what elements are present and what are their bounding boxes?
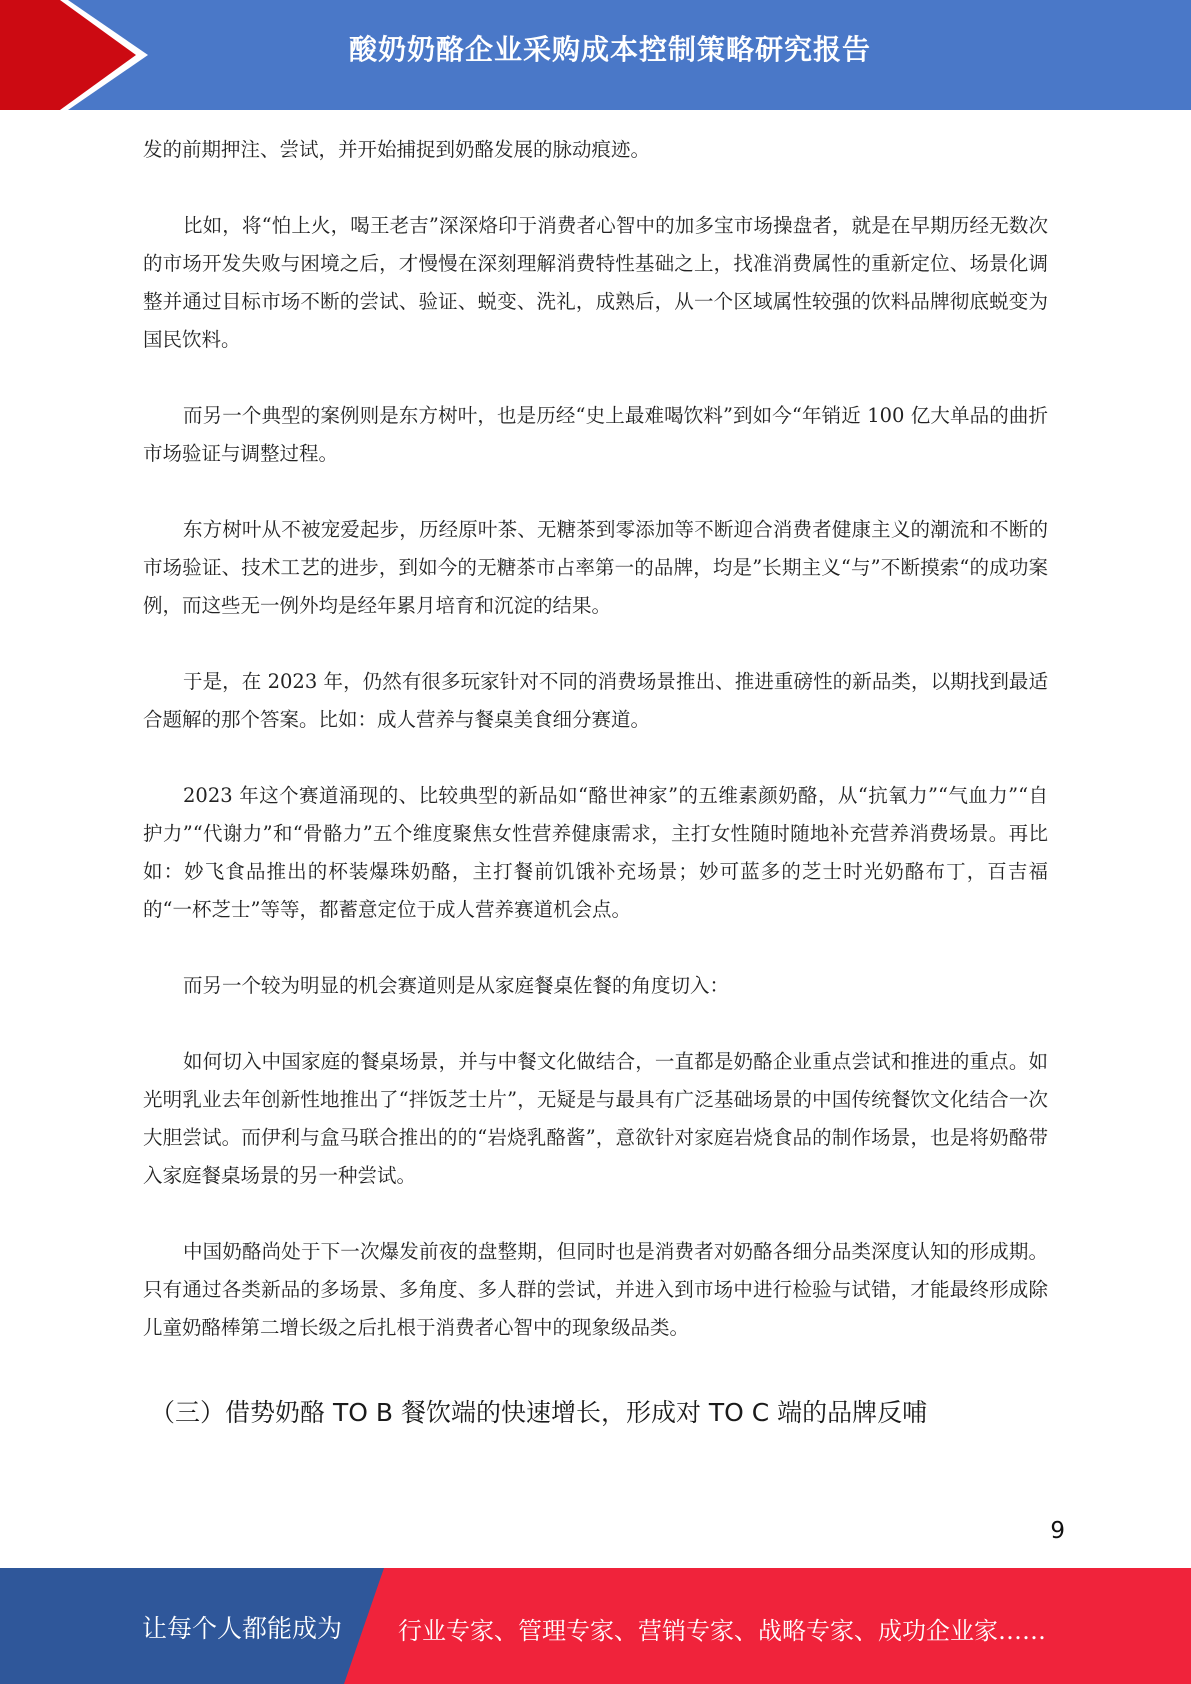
paragraph: 于是，在 2023 年，仍然有很多玩家针对不同的消费场景推出、推进重磅性的新品类，以期找到最适合题解的那个答案。比如：成人营养与餐桌美食细分赛道。 [143, 670, 1048, 731]
report-title: 酸奶奶酪企业采购成本控制策略研究报告 [348, 33, 871, 66]
header-arrow-decoration [0, 0, 150, 110]
paragraph: 如何切入中国家庭的餐桌场景，并与中餐文化做结合，一直都是奶酪企业重点尝试和推进的重点。如光明乳业去年创新性地推出了“拌饭芝士片”，无疑是与最具有广泛基础场景的中国传统餐饮文化结合一次大胆尝试。而伊利与盒马联合推出的的“岩烧乳酪酱”，意欲针对家庭岩烧食品的制作场景，也是将奶酪带入家庭餐桌场景的另一种尝试。 [143, 1050, 1048, 1187]
paragraph: 而另一个较为明显的机会赛道则是从家庭餐桌佐餐的角度切入： [183, 974, 730, 997]
paragraph: 而另一个典型的案例则是东方树叶，也是历经“史上最难喝饮料”到如今“年销近 100 亿大单品的曲折市场验证与调整过程。 [143, 404, 1048, 465]
footer-slogan-left: 让每个人都能成为 [142, 1614, 343, 1643]
body-content [143, 131, 1048, 1385]
header-banner [0, 0, 1191, 110]
paragraph: 2023 年这个赛道涌现的、比较典型的新品如“酪世神家”的五维素颜奶酪，从“抗氧力”“气血力”“自护力”“代谢力”和“骨骼力”五个维度聚焦女性营养健康需求，主打女性随时随地补充营养消费场景。再比如：妙飞食品推出的杯装爆珠奶酪，主打餐前饥饿补充场景；妙可蓝多的芝士时光奶酪布丁，百吉福的“一杯芝士”等等，都蓄意定位于成人营养赛道机会点。 [143, 784, 1048, 921]
section-heading: （三）借势奶酪 TO B 餐饮端的快速增长，形成对 TO C 端的品牌反哺 [150, 1398, 928, 1427]
page-number: 9 [1050, 1518, 1065, 1544]
paragraph: 东方树叶从不被宠爱起步，历经原叶茶、无糖茶到零添加等不断迎合消费者健康主义的潮流和不断的市场验证、技术工艺的进步，到如今的无糖茶市占率第一的品牌，均是”长期主义“与”不断摸索“的成功案例，而这些无一例外均是经年累月培育和沉淀的结果。 [143, 518, 1048, 617]
paragraph: 中国奶酪尚处于下一次爆发前夜的盘整期，但同时也是消费者对奶酪各细分品类深度认知的形成期。只有通过各类新品的多场景、多角度、多人群的尝试，并进入到市场中进行检验与试错，才能最终形成除儿童奶酪棒第二增长级之后扎根于消费者心智中的现象级品类。 [143, 1240, 1048, 1339]
paragraph: 发的前期押注、尝试，并开始捕捉到奶酪发展的脉动痕迹。 [143, 138, 651, 161]
paragraph: 比如，将“怕上火，喝王老吉”深深烙印于消费者心智中的加多宝市场操盘者，就是在早期历经无数次的市场开发失败与困境之后，才慢慢在深刻理解消费特性基础之上，找准消费属性的重新定位、场景化调整并通过目标市场不断的尝试、验证、蜕变、洗礼，成熟后，从一个区域属性较强的饮料品牌彻底蜕变为国民饮料。 [143, 214, 1048, 351]
footer-slogan-right: 行业专家、管理专家、营销专家、战略专家、成功企业家…… [398, 1617, 1046, 1645]
